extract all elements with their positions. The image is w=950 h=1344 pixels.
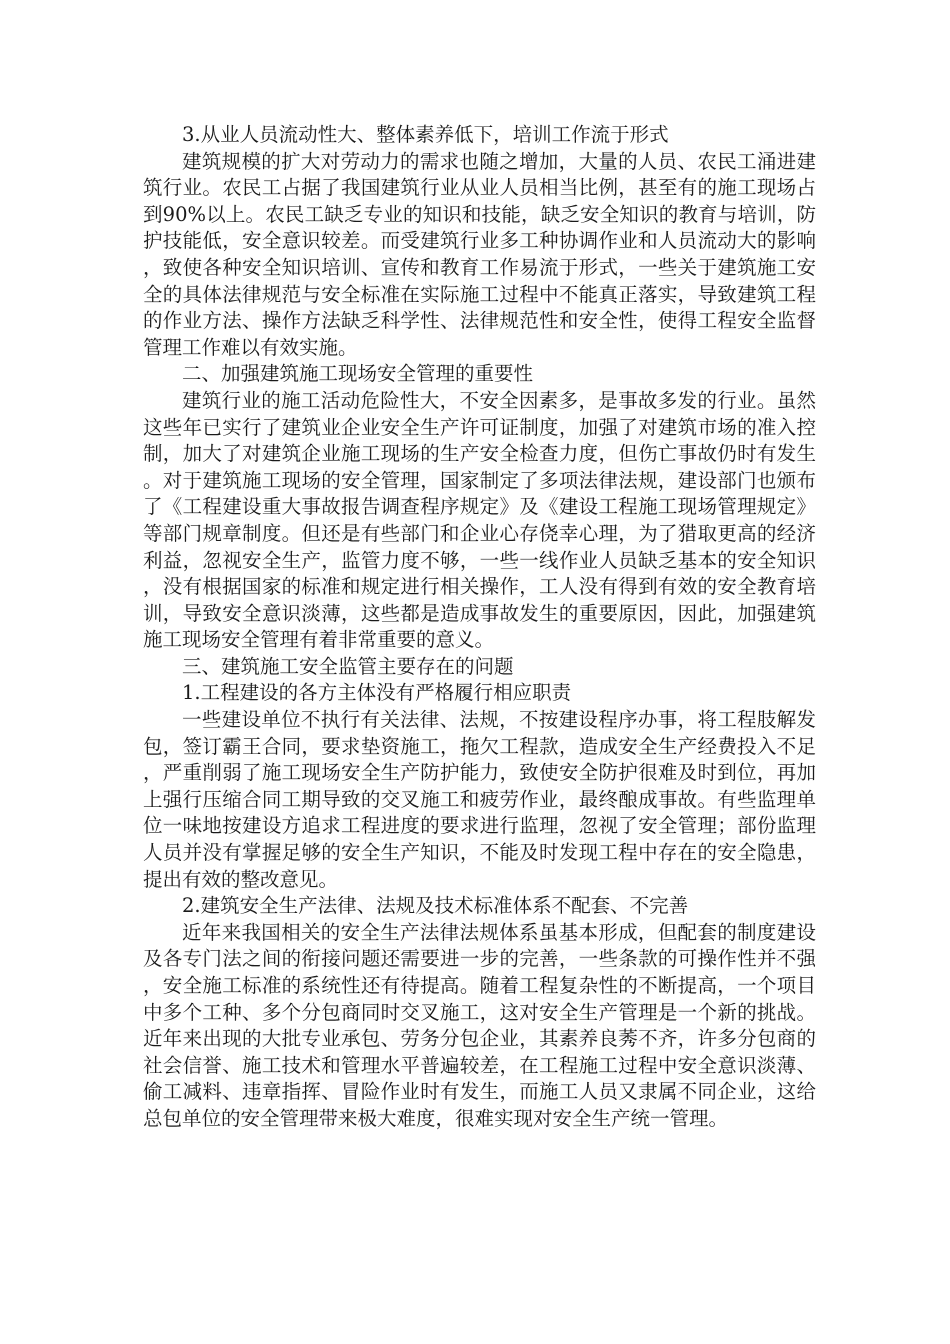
heading-safety-management-importance: 二、加强建筑施工现场安全管理的重要性: [182, 362, 534, 386]
heading-workforce-mobility: 3.从业人员流动性大、整体素养低下，培训工作流于形式: [182, 123, 669, 146]
paragraph-responsibilities: 一些建设单位不执行有关法律、法规，不按建设程序办事，将工程肢解发包，签订霸王合同，要求垫资施工，拖欠工程款，造成安全生产经费投入不足，严重削弱了施工现场安全生产防护能力，致使安全防护很难及时到位，再加上强行压缩合同工期导致的交叉施工和疲劳作业，最终酿成事故。有些监理单位一味地按建设方追求工程进度的要求进行监理，忽视了安全管理；部份监理人员并没有掌握足够的安全生产知识，不能及时发现工程中存在的安全隐患，提出有效的整改意见。: [143, 708, 816, 891]
paragraph-workforce-mobility: 建筑规模的扩大对劳动力的需求也随之增加，大量的人员、农民工涌进建筑行业。农民工占据了我国建筑行业从业人员相当比例，甚至有的施工现场占到90%以上。农民工缺乏专业的知识和技能，缺乏安全知识的教育与培训，防护技能低，安全意识较差。而受建筑行业多工种协调作业和人员流动大的影响，致使各种安全知识培训、宣传和教育工作易流于形式，一些关于建筑施工安全的具体法律规范与安全标准在实际施工过程中不能真正落实，导致建筑工程的作业方法、操作方法缺乏科学性、法律规范性和安全性，使得工程安全监督管理工作难以有效实施。: [143, 149, 816, 359]
heading-responsibilities: 1.工程建设的各方主体没有严格履行相应职责: [182, 681, 572, 705]
document-page: [143, 122, 816, 1133]
heading-legal-standards: 2.建筑安全生产法律、法规及技术标准体系不配套、不完善: [182, 894, 689, 918]
paragraph-legal-standards: 近年来我国相关的安全生产法律法规体系虽基本形成，但配套的制度建设及各专门法之间的衔接问题还需要进一步的完善，一些条款的可操作性并不强，安全施工标准的系统性还有待提高。随着工程复杂性的不断提高，一个项目中多个工种、多个分包商同时交叉施工，这对安全生产管理是一个新的挑战。近年来出现的大批专业承包、劳务分包企业，其素养良莠不齐，许多分包商的社会信誉、施工技术和管理水平普遍较差，在工程施工过程中安全意识淡薄、偷工减料、违章指挥、冒险作业时有发生，而施工人员又隶属不同企业，这给总包单位的安全管理带来极大难度，很难实现对安全生产统一管理。: [143, 920, 816, 1130]
paragraph-safety-management-importance: 建筑行业的施工活动危险性大，不安全因素多，是事故多发的行业。虽然这些年已实行了建筑业企业安全生产许可证制度，加强了对建筑市场的准入控制，加大了对建筑企业施工现场的生产安全检查力度，但伤亡事故仍时有发生。对于建筑施工现场的安全管理，国家制定了多项法律法规，建设部门也颁布了《工程建设重大事故报告调查程序规定》及《建设工程施工现场管理规定》等部门规章制度。但还是有些部门和企业心存侥幸心理，为了猎取更高的经济利益，忽视安全生产，监管力度不够，一些一线作业人员缺乏基本的安全知识，没有根据国家的标准和规定进行相关操作，工人没有得到有效的安全教育培训，导致安全意识淡薄，这些都是造成事故发生的重要原因，因此，加强建筑施工现场安全管理有着非常重要的意义。: [143, 388, 816, 652]
heading-supervision-problems: 三、建筑施工安全监管主要存在的问题: [182, 654, 514, 678]
